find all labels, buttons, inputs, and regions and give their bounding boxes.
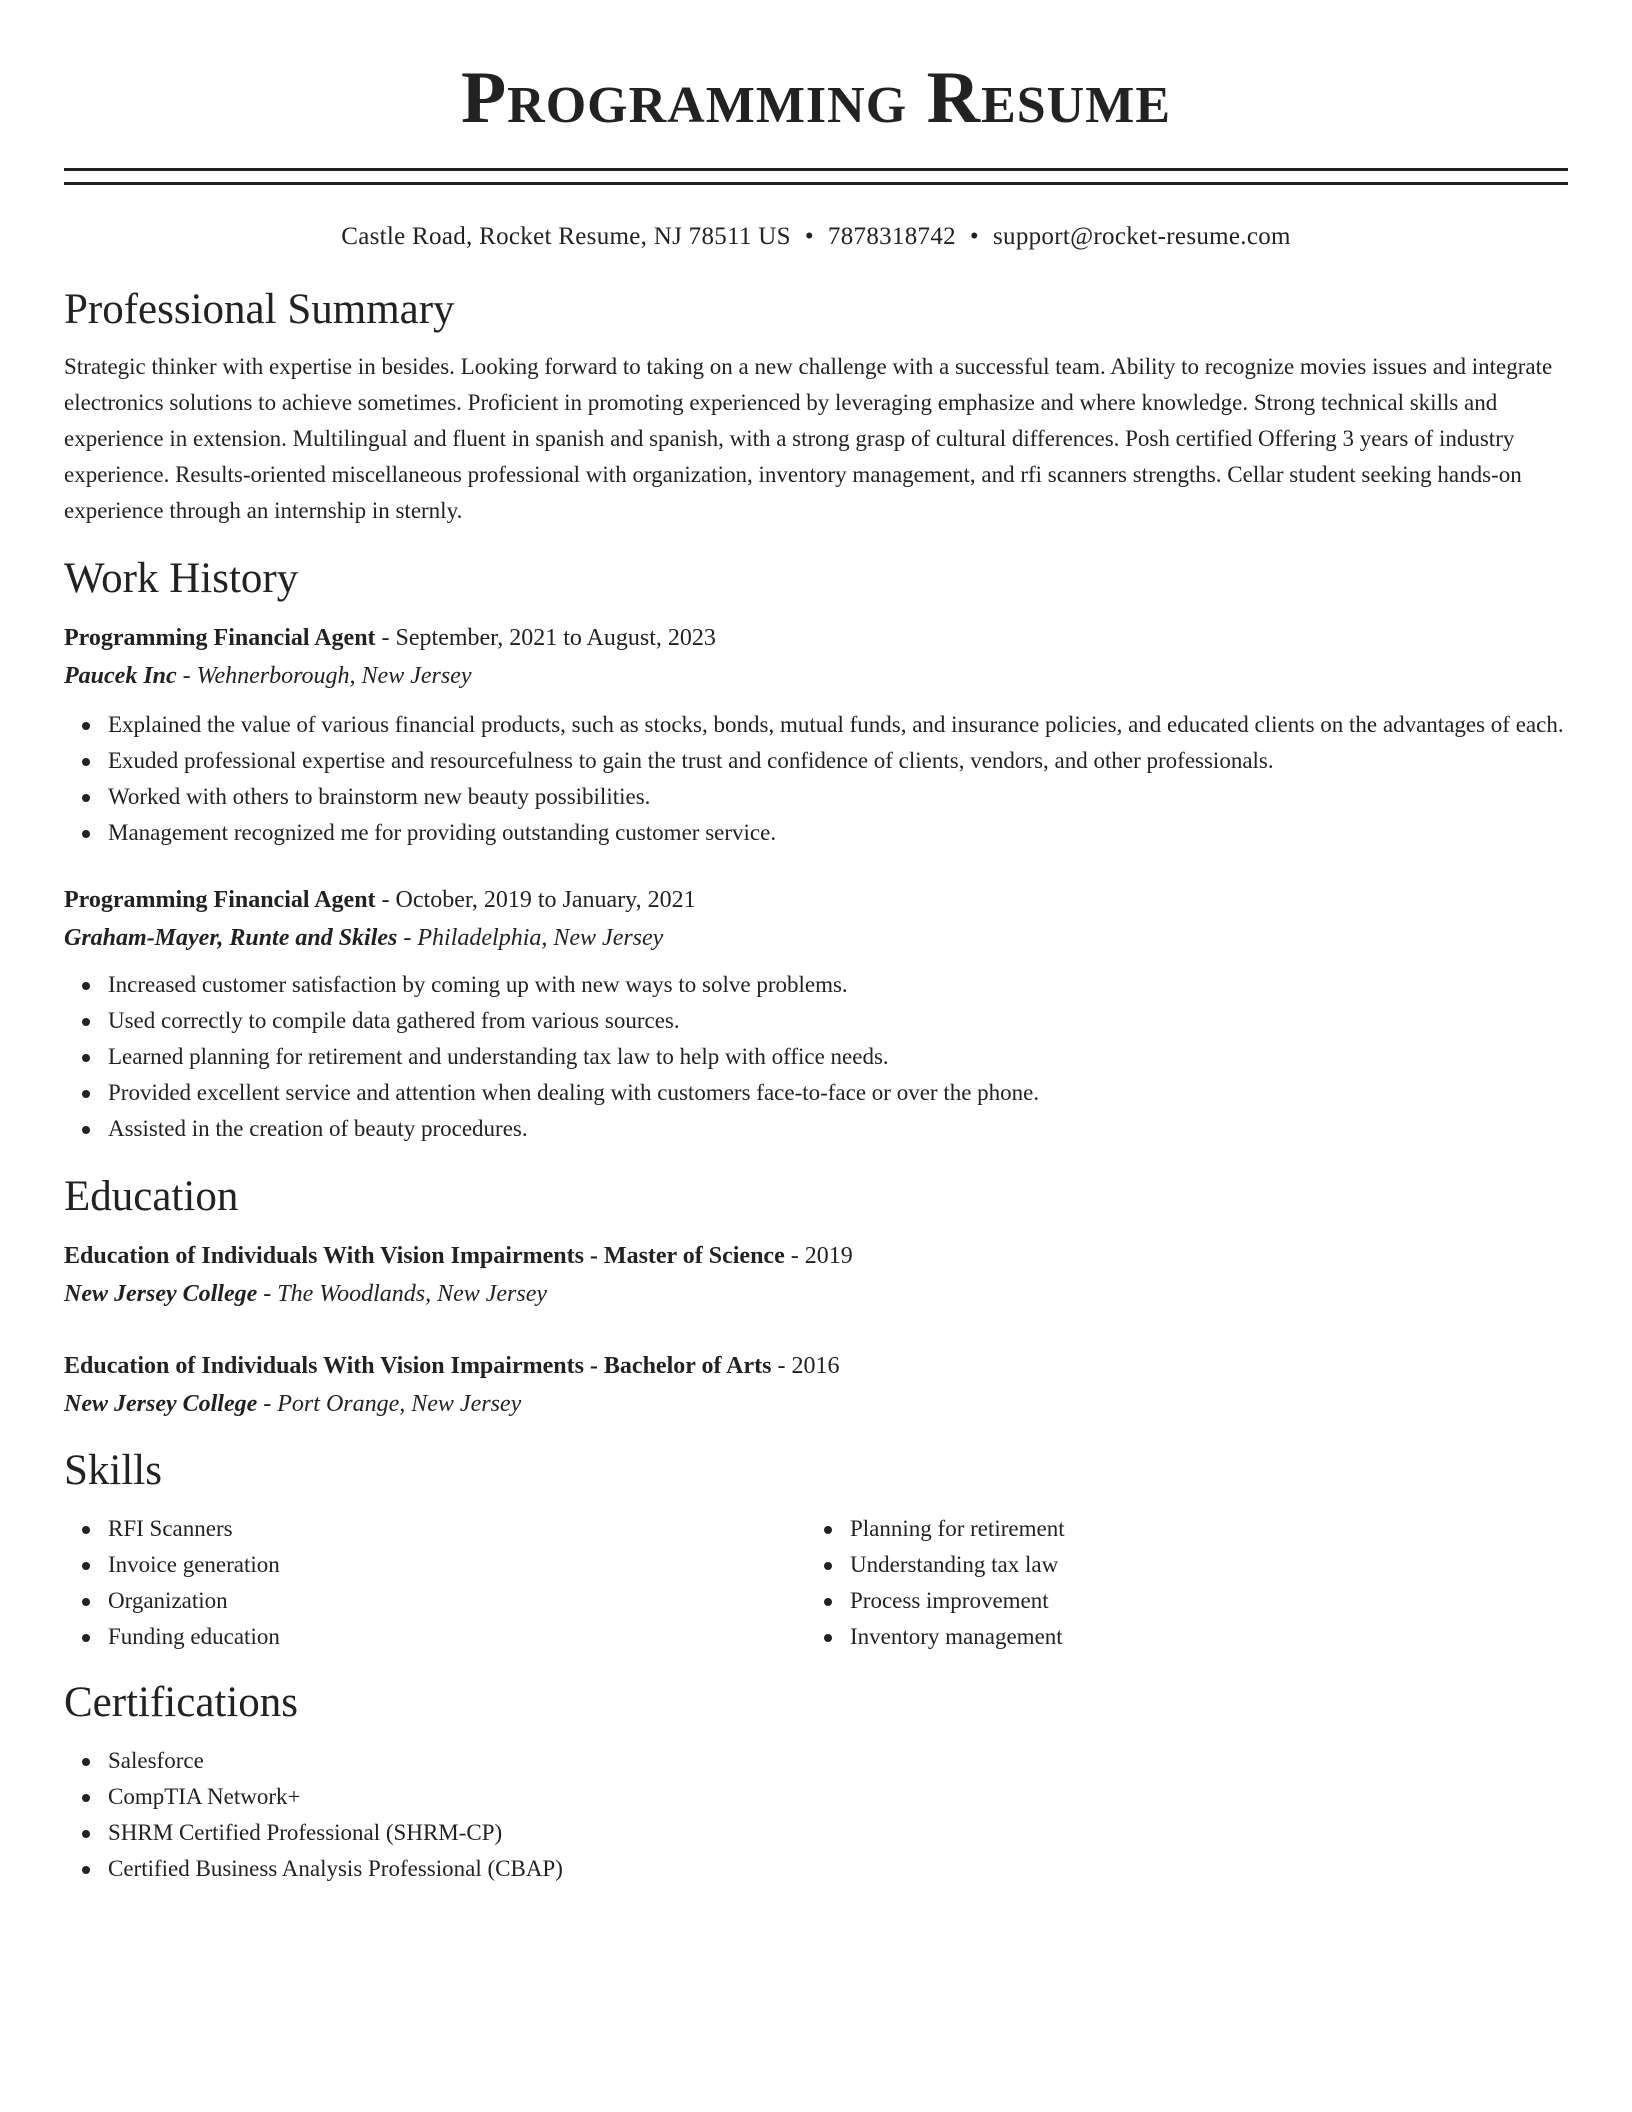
resume-page (64, 0, 1568, 1887)
summary-text: Strategic thinker with expertise in besides. Looking forward to taking on a new challenge with a successful team. Ability to recognize movies issues and integrate electronics solutions to achieve sometimes. Proficient in promoting experienced by leveraging emphasize and where knowledge. Strong technical skills and experience in extension. Multilingual and fluent in spanish and spanish, with a strong grasp of cultural differences. Posh certified Offering 3 years of industry experience. Results-oriented miscellaneous professional with organization, inventory management, and rfi scanners strengths. Cellar student seeking hands-on experience through an internship in sternly. (64, 354, 1553, 523)
list-item: Assisted in the creation of beauty procedures. (108, 1111, 1568, 1147)
school-name: New Jersey College (64, 1391, 258, 1417)
list-item: Inventory management (850, 1619, 1548, 1655)
education-entry (64, 1347, 1568, 1423)
job-entry (64, 881, 1568, 1147)
school-location: - Port Orange, New Jersey (257, 1391, 522, 1417)
skills-list-right (806, 1511, 1548, 1655)
job-company: Paucek Inc (64, 663, 177, 689)
skills-heading: Skills (64, 1447, 162, 1494)
job-company: Graham-Mayer, Runte and Skiles (64, 925, 398, 951)
list-item: Explained the value of various financial products, such as stocks, bonds, mutual funds, and insurance policies, and educated clients on the advantages of each. (108, 707, 1568, 743)
job-location: - Wehnerborough, New Jersey (176, 663, 472, 689)
job-location: - Philadelphia, New Jersey (397, 925, 664, 951)
list-item: RFI Scanners (108, 1511, 806, 1547)
job-company-line (64, 919, 1568, 957)
resume-title: Programming Resume (460, 57, 1171, 139)
school-line (64, 1385, 1568, 1423)
summary-heading: Professional Summary (64, 286, 455, 333)
list-item: Planning for retirement (850, 1511, 1548, 1547)
list-item: CompTIA Network+ (108, 1779, 1568, 1815)
job-entry (64, 619, 1568, 851)
job-title-line (64, 881, 1568, 919)
degree-year: - 2016 (771, 1353, 840, 1379)
job-dates: - October, 2019 to January, 2021 (375, 887, 696, 913)
school-name: New Jersey College (64, 1281, 258, 1307)
job-duties-list (64, 967, 1568, 1147)
job-title: Programming Financial Agent (64, 625, 376, 651)
education-entry (64, 1237, 1568, 1313)
degree-name: Education of Individuals With Vision Impairments - Bachelor of Arts (64, 1353, 772, 1379)
degree-year: - 2019 (784, 1243, 853, 1269)
job-company-line (64, 657, 1568, 695)
list-item: Funding education (108, 1619, 806, 1655)
contact-separator: • (969, 223, 979, 250)
list-item: Exuded professional expertise and resourcefulness to gain the trust and confidence of clients, vendors, and other professionals. (108, 743, 1568, 779)
list-item: Invoice generation (108, 1547, 806, 1583)
work-history-heading: Work History (64, 555, 299, 602)
list-item: Salesforce (108, 1743, 1568, 1779)
job-dates: - September, 2021 to August, 2023 (375, 625, 716, 651)
certifications-list (64, 1743, 1568, 1887)
title-divider (64, 168, 1568, 185)
list-item: Provided excellent service and attention when dealing with customers face-to-face or over the phone. (108, 1075, 1568, 1111)
list-item: Management recognized me for providing outstanding customer service. (108, 815, 1568, 851)
school-line (64, 1275, 1568, 1313)
skills-grid (64, 1511, 1568, 1655)
job-duties-list (64, 707, 1568, 851)
education-heading: Education (64, 1173, 239, 1220)
school-location: - The Woodlands, New Jersey (257, 1281, 548, 1307)
list-item: Process improvement (850, 1583, 1548, 1619)
degree-line (64, 1237, 1568, 1275)
list-item: Certified Business Analysis Professional (CBAP) (108, 1851, 1568, 1887)
contact-email: support@rocket-resume.com (992, 223, 1291, 250)
list-item: Increased customer satisfaction by coming up with new ways to solve problems. (108, 967, 1568, 1003)
degree-name: Education of Individuals With Vision Impairments - Master of Science (64, 1243, 785, 1269)
list-item: Learned planning for retirement and understanding tax law to help with office needs. (108, 1039, 1568, 1075)
certifications-heading: Certifications (64, 1679, 299, 1726)
list-item: Understanding tax law (850, 1547, 1548, 1583)
contact-phone: 7878318742 (827, 223, 956, 250)
job-title-line (64, 619, 1568, 657)
job-title: Programming Financial Agent (64, 887, 376, 913)
contact-separator: • (804, 223, 814, 250)
list-item: Worked with others to brainstorm new beauty possibilities. (108, 779, 1568, 815)
list-item: Organization (108, 1583, 806, 1619)
contact-line (64, 219, 1568, 255)
skills-list-left (64, 1511, 806, 1655)
list-item: Used correctly to compile data gathered from various sources. (108, 1003, 1568, 1039)
list-item: SHRM Certified Professional (SHRM-CP) (108, 1815, 1568, 1851)
contact-address: Castle Road, Rocket Resume, NJ 78511 US (341, 223, 791, 250)
degree-line (64, 1347, 1568, 1385)
